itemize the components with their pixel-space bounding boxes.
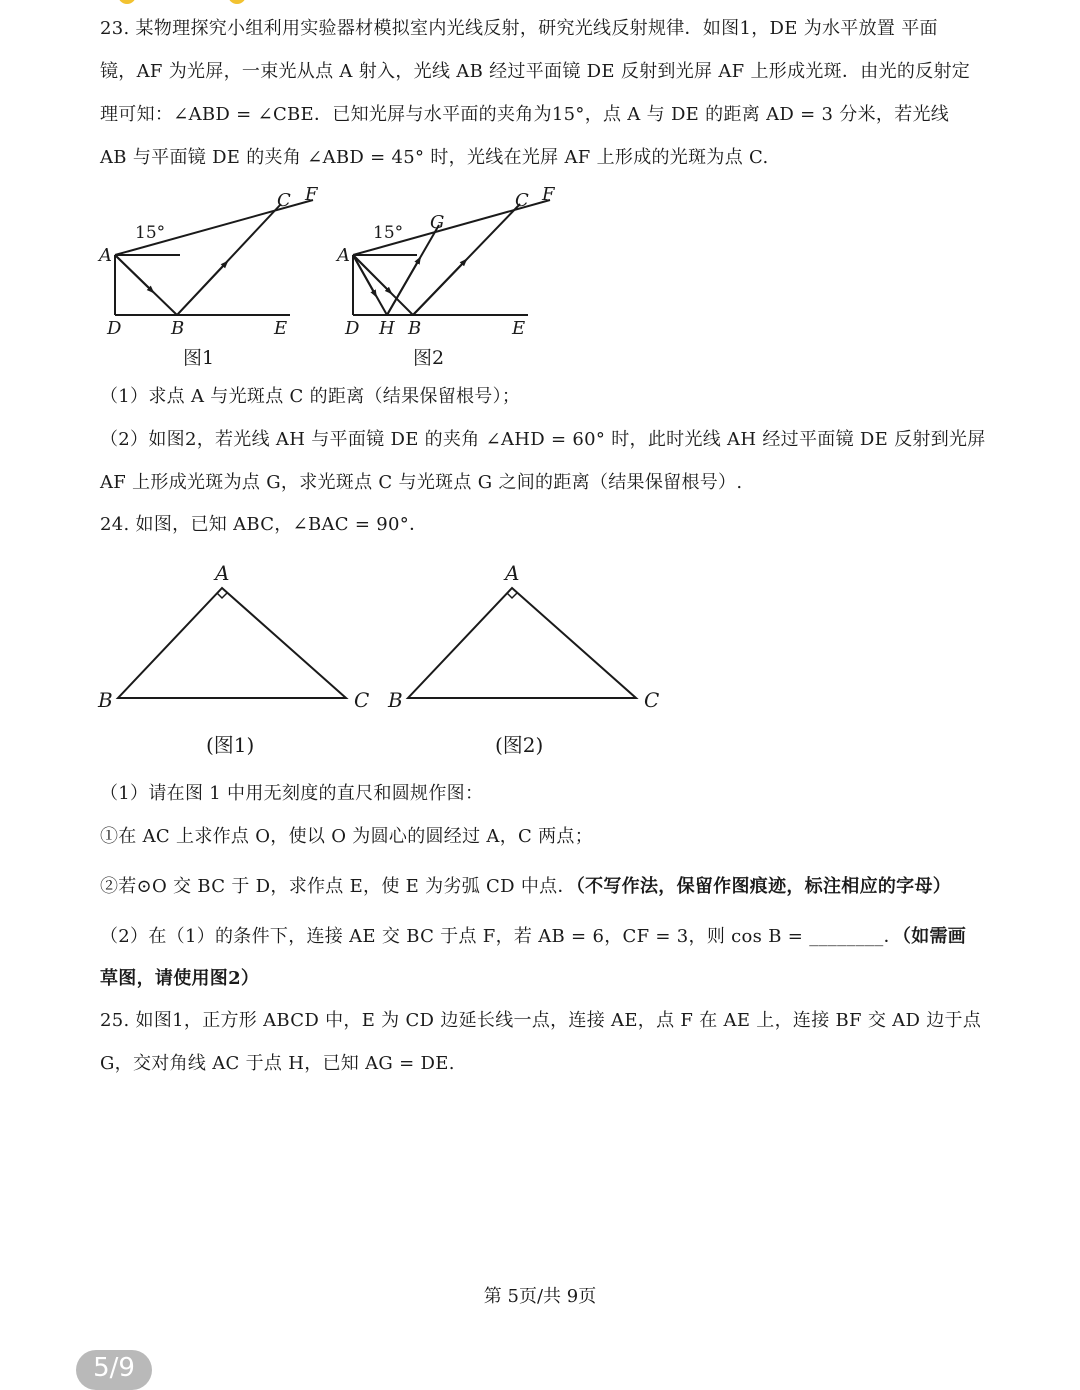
q24-fig2-label-c: C	[644, 688, 660, 712]
ray-bc-arrow	[177, 262, 227, 315]
page-footer: 第 5页/共 9页	[483, 1286, 597, 1307]
fig2-label-g: G	[430, 212, 445, 233]
q23-line-4: AB 与平面镜 DE 的夹角 ∠ABD = 45° 时，光线在光屏 AF 上形成的光斑为点 C.	[100, 147, 769, 168]
q24-line-4-text: （2）在（1）的条件下，连接 AE 交 BC 于点 F，若 AB = 6，CF = 3，则 cos B = ________．	[100, 926, 902, 947]
q24-line-1: （1）请在图 1 中用无刻度的直尺和圆规作图：	[100, 783, 484, 804]
q24-line-5: 草图，请使用图2）	[100, 968, 260, 989]
q23-part-2-cont: AF 上形成光斑为点 G，求光斑点 C 与光斑点 G 之间的距离（结果保留根号）.	[100, 472, 743, 493]
fig1-angle-label: 15°	[135, 223, 166, 243]
q24-line-2: ①在 AC 上求作点 O，使以 O 为圆心的圆经过 A，C 两点；	[100, 826, 594, 847]
q24-triangle-2	[408, 588, 636, 698]
fig1-label-a: A	[99, 245, 112, 266]
fig1-label-e: E	[274, 318, 288, 339]
q24-line-3-text: ②若⊙O 交 BC 于 D，求作点 E，使 E 为劣弧 CD 中点．	[100, 876, 576, 897]
q24-fig1-label-a: A	[215, 561, 230, 585]
q24-line-3	[100, 876, 1000, 898]
q23-line-2: 镜，AF 为光屏，一束光从点 A 射入，光线 AB 经过平面镜 DE 反射到光屏 AF 上形成光斑．由光的反射定	[100, 61, 971, 82]
q25-line-2: G，交对角线 AC 于点 H，已知 AG = DE.	[100, 1053, 455, 1074]
fig2-label-e: E	[512, 318, 526, 339]
fig1-label-f: F	[305, 184, 318, 205]
q24-stem: 24. 如图，已知 ABC，∠BAC = 90°．	[100, 514, 428, 535]
q23-line-1: 23. 某物理探究小组利用实验器材模拟室内光线反射，研究光线反射规律．如图1，DE 为水平放置 平面	[100, 18, 938, 39]
fig2-label-b: B	[408, 318, 422, 339]
q23-figure-1	[115, 200, 313, 315]
q24-line-4	[100, 926, 1000, 948]
fig1-caption: 图1	[183, 347, 215, 369]
q24-triangle-1	[118, 588, 346, 698]
fig1-label-d: D	[107, 318, 122, 339]
fig2-label-h: H	[379, 318, 395, 339]
q24-line-3-bold: （不写作法，保留作图痕迹，标注相应的字母）	[575, 876, 952, 897]
q24-fig2-label-b: B	[388, 688, 403, 712]
q23-figures	[95, 180, 575, 375]
q24-fig1-caption: (图1)	[206, 733, 255, 757]
q24-fig1-label-b: B	[98, 688, 113, 712]
q23-part-2: （2）如图2，若光线 AH 与平面镜 DE 的夹角 ∠AHD = 60° 时，此时光线 AH 经过平面镜 DE 反射到光屏	[100, 429, 986, 450]
page-indicator-badge[interactable]: 5/9	[76, 1350, 152, 1390]
fig1-label-c: C	[277, 190, 291, 211]
q23-line-3: 理可知：∠ABD = ∠CBE．已知光屏与水平面的夹角为15°，点 A 与 DE 的距离 AD = 3 分米，若光线	[100, 104, 950, 125]
fig2-label-f: F	[542, 184, 555, 205]
fig2-angle-label: 15°	[373, 223, 404, 243]
fig2-label-d: D	[345, 318, 360, 339]
q23-figure-2	[353, 200, 550, 315]
q24-figures	[90, 555, 680, 770]
q23-part-1: （1）求点 A 与光斑点 C 的距离（结果保留根号）；	[100, 386, 521, 407]
fig2-label-c: C	[515, 190, 529, 211]
fig2-label-a: A	[337, 245, 350, 266]
q24-line-4-bold: （如需画	[901, 926, 967, 947]
ray-bc-arrow	[413, 260, 466, 315]
q24-fig2-label-a: A	[505, 561, 520, 585]
fig2-caption: 图2	[413, 347, 445, 369]
q25-line-1: 25. 如图1，正方形 ABCD 中，E 为 CD 边延长线一点，连接 AE，点 F 在 AE 上，连接 BF 交 AD 边于点	[100, 1010, 982, 1031]
q24-fig1-label-c: C	[354, 688, 370, 712]
q24-fig2-caption: (图2)	[495, 733, 544, 757]
ray-ab-arrow	[115, 255, 153, 292]
fig1-label-b: B	[171, 318, 185, 339]
